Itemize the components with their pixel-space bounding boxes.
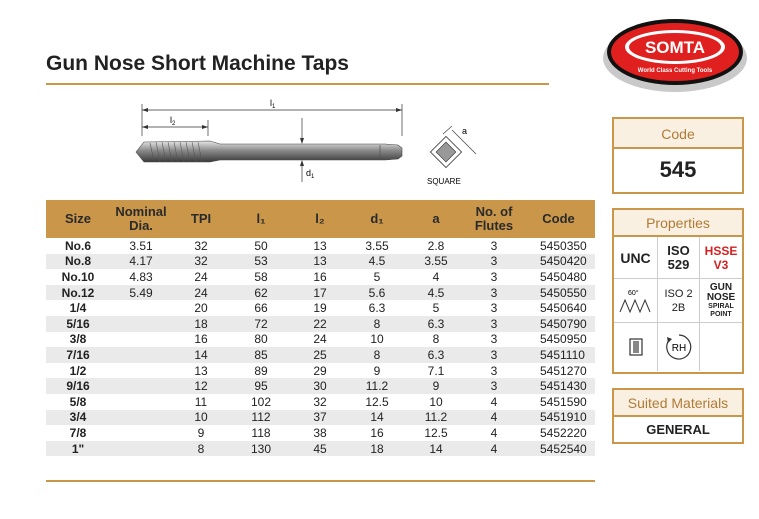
cell-size: No.12 bbox=[46, 285, 110, 301]
cell-tpi: 11 bbox=[194, 394, 208, 409]
cell-l1: 62 bbox=[230, 285, 292, 301]
table-row bbox=[46, 410, 595, 426]
tap-drawing bbox=[130, 96, 480, 196]
cell-l1: 80 bbox=[254, 332, 268, 347]
cell-d1: 18 bbox=[348, 441, 406, 457]
header-d1: d₁ bbox=[348, 200, 406, 238]
cell-flutes: 3 bbox=[466, 254, 522, 270]
cell-d1: 5 bbox=[373, 269, 381, 284]
gun-a: GUN bbox=[709, 281, 733, 293]
cell-tpi: 32 bbox=[194, 238, 208, 253]
spec-table bbox=[46, 200, 595, 456]
gun-b: NOSE bbox=[706, 291, 736, 303]
cell-l2: 30 bbox=[292, 378, 348, 394]
cell-size: 1/2 bbox=[69, 363, 87, 378]
cell-code: 5451110 bbox=[522, 347, 595, 363]
cell-tpi: 18 bbox=[172, 316, 230, 332]
code-panel-value: 545 bbox=[659, 157, 697, 182]
table-row bbox=[46, 269, 595, 285]
table-row bbox=[46, 363, 595, 379]
cell-flutes: 3 bbox=[466, 347, 522, 363]
prop-thread-angle bbox=[614, 279, 658, 323]
table-header-row bbox=[46, 200, 595, 238]
cell-l1: 58 bbox=[254, 269, 268, 284]
cell-size: 5/16 bbox=[46, 316, 110, 332]
table-row bbox=[46, 332, 595, 348]
table-row bbox=[46, 347, 595, 363]
cell-l1: 72 bbox=[230, 316, 292, 332]
cell-nominal-dia: 4.83 bbox=[129, 269, 153, 284]
cell-tpi: 8 bbox=[172, 441, 230, 457]
cell-a: 11.2 bbox=[406, 410, 466, 426]
prop-unc bbox=[614, 237, 658, 279]
cell-tpi: 20 bbox=[194, 301, 208, 316]
cell-l1: 85 bbox=[230, 347, 292, 363]
hsse-b: V3 bbox=[713, 257, 729, 272]
cell-nominal-dia: 5.49 bbox=[110, 285, 172, 301]
cell-l1: 66 bbox=[254, 301, 268, 316]
cell-nominal-dia bbox=[110, 332, 172, 348]
cell-nominal-dia: 4.17 bbox=[110, 254, 172, 270]
header-nominal-dia: Nominal Dia. bbox=[110, 200, 172, 238]
cell-a: 6.3 bbox=[406, 316, 466, 332]
cell-size: 5/8 bbox=[69, 394, 87, 409]
code-panel-header: Code bbox=[614, 119, 742, 149]
cell-code: 5452220 bbox=[540, 425, 587, 440]
header-a: a bbox=[406, 200, 466, 238]
cell-l2: 45 bbox=[292, 441, 348, 457]
cell-a: 2.8 bbox=[427, 238, 445, 253]
d1-label: $d_1$ bbox=[306, 168, 315, 180]
table-row bbox=[46, 285, 595, 301]
cell-size: No.8 bbox=[46, 254, 110, 270]
cell-code: 5451910 bbox=[522, 410, 595, 426]
gun-d: POINT bbox=[710, 310, 732, 318]
cell-nominal-dia bbox=[110, 347, 172, 363]
unc-label: UNC bbox=[620, 249, 651, 266]
cell-tpi: 10 bbox=[172, 410, 230, 426]
cell-l1: 118 bbox=[251, 425, 271, 440]
cell-size: No.6 bbox=[64, 238, 91, 253]
cell-l1: 112 bbox=[230, 410, 292, 426]
cell-flutes: 3 bbox=[490, 363, 498, 378]
header-l2: l₂ bbox=[292, 200, 348, 238]
materials-panel bbox=[612, 388, 744, 444]
cell-flutes: 3 bbox=[490, 301, 498, 316]
cell-a: 8 bbox=[432, 332, 440, 347]
table-row bbox=[46, 441, 595, 457]
cell-code: 5450350 bbox=[540, 238, 587, 253]
svg-text:60°: 60° bbox=[627, 289, 639, 297]
prop-iso529 bbox=[658, 237, 700, 279]
cell-l2: 13 bbox=[313, 238, 327, 253]
thread-angle-icon bbox=[618, 286, 654, 316]
cell-nominal-dia bbox=[110, 363, 172, 379]
cell-d1: 6.3 bbox=[368, 301, 386, 316]
prop-hsse bbox=[700, 237, 742, 279]
logo-brand: SOMTA bbox=[644, 38, 706, 57]
cell-l2: 29 bbox=[313, 363, 327, 378]
cell-code: 5450480 bbox=[540, 269, 587, 284]
cell-a: 10 bbox=[429, 394, 443, 409]
right-hand-icon bbox=[663, 331, 695, 363]
cell-flutes: 3 bbox=[466, 316, 522, 332]
cell-l2: 13 bbox=[292, 254, 348, 270]
header-flutes: No. of Flutes bbox=[466, 200, 522, 238]
gun-c: SPIRAL bbox=[708, 302, 734, 310]
cell-size: 3/4 bbox=[46, 410, 110, 426]
prop-empty bbox=[700, 323, 742, 371]
table-row bbox=[46, 394, 595, 410]
iso2-b: 2B bbox=[671, 301, 686, 314]
cell-d1: 8 bbox=[348, 347, 406, 363]
cell-d1: 14 bbox=[348, 410, 406, 426]
cell-flutes: 4 bbox=[466, 410, 522, 426]
cell-l1: 102 bbox=[250, 394, 272, 409]
cell-l2: 32 bbox=[313, 394, 327, 409]
cell-d1: 9 bbox=[373, 363, 381, 378]
cell-code: 5450950 bbox=[540, 332, 587, 347]
cell-code: 5450420 bbox=[522, 254, 595, 270]
cell-size: 7/16 bbox=[46, 347, 110, 363]
cell-l2: 37 bbox=[292, 410, 348, 426]
cell-l1: 53 bbox=[230, 254, 292, 270]
cell-d1: 8 bbox=[348, 316, 406, 332]
cell-a: 7.1 bbox=[427, 363, 445, 378]
cell-flutes: 4 bbox=[490, 425, 498, 440]
cell-d1: 16 bbox=[370, 425, 384, 440]
logo-tagline: World Class Cutting Tools bbox=[637, 68, 713, 74]
cell-size: 1/4 bbox=[69, 301, 87, 316]
materials-value: GENERAL bbox=[646, 422, 710, 437]
iso529-a: ISO bbox=[667, 242, 690, 258]
cell-nominal-dia bbox=[110, 441, 172, 457]
cell-flutes: 3 bbox=[466, 285, 522, 301]
table-row bbox=[46, 300, 595, 316]
cell-nominal-dia bbox=[110, 316, 172, 332]
cell-a: 4 bbox=[432, 269, 440, 284]
cell-code: 5451590 bbox=[540, 394, 587, 409]
cell-size: 3/8 bbox=[69, 332, 87, 347]
prop-gun-nose bbox=[700, 279, 742, 323]
l1-label: $l_1$ bbox=[270, 98, 276, 110]
cell-d1: 12.5 bbox=[365, 394, 389, 409]
a-label: a bbox=[462, 126, 468, 136]
cell-d1: 11.2 bbox=[348, 378, 406, 394]
cell-code: 5451270 bbox=[540, 363, 587, 378]
cell-a: 5 bbox=[432, 301, 440, 316]
hsse-a: HSSE bbox=[704, 243, 738, 258]
iso2-a: ISO 2 bbox=[664, 287, 693, 300]
cell-a: 14 bbox=[406, 441, 466, 457]
somta-logo bbox=[600, 14, 750, 94]
cell-size: 9/16 bbox=[46, 378, 110, 394]
cell-flutes: 3 bbox=[490, 332, 498, 347]
cell-tpi: 9 bbox=[197, 425, 205, 440]
cell-nominal-dia bbox=[110, 300, 172, 316]
cell-l1: 95 bbox=[230, 378, 292, 394]
cell-a: 9 bbox=[406, 378, 466, 394]
svg-text:RH: RH bbox=[671, 343, 686, 354]
cell-nominal-dia bbox=[110, 378, 172, 394]
properties-panel bbox=[612, 208, 744, 374]
cell-l2: 22 bbox=[292, 316, 348, 332]
cell-l1: 130 bbox=[230, 441, 292, 457]
cell-a: 3.55 bbox=[406, 254, 466, 270]
cell-l1: 50 bbox=[254, 238, 268, 253]
cell-code: 5450550 bbox=[522, 285, 595, 301]
table-row bbox=[46, 425, 595, 441]
header-tpi: TPI bbox=[172, 200, 230, 238]
materials-header: Suited Materials bbox=[614, 390, 742, 417]
cell-l2: 24 bbox=[313, 332, 327, 347]
cell-d1: 5.6 bbox=[348, 285, 406, 301]
cell-flutes: 4 bbox=[490, 394, 498, 409]
cell-code: 5452540 bbox=[522, 441, 595, 457]
square-shank-icon bbox=[626, 335, 646, 359]
header-size: Size bbox=[46, 200, 110, 238]
cell-code: 5450640 bbox=[540, 301, 587, 316]
prop-iso2 bbox=[658, 279, 700, 323]
cell-a: 6.3 bbox=[406, 347, 466, 363]
cell-flutes: 4 bbox=[466, 441, 522, 457]
header-code: Code bbox=[522, 200, 595, 238]
cell-tpi: 32 bbox=[172, 254, 230, 270]
table-row bbox=[46, 378, 595, 394]
cell-tpi: 13 bbox=[194, 363, 208, 378]
cell-l2: 17 bbox=[292, 285, 348, 301]
cell-tpi: 24 bbox=[172, 285, 230, 301]
table-row bbox=[46, 254, 595, 270]
cell-code: 5451430 bbox=[522, 378, 595, 394]
cell-d1: 3.55 bbox=[365, 238, 389, 253]
cell-nominal-dia: 3.51 bbox=[129, 238, 153, 253]
table-bottom-rule bbox=[46, 480, 595, 482]
prop-right-hand bbox=[658, 323, 700, 371]
cell-code: 5450790 bbox=[522, 316, 595, 332]
cell-size: No.10 bbox=[61, 269, 95, 284]
cell-l1: 89 bbox=[254, 363, 268, 378]
cell-l2: 19 bbox=[313, 301, 327, 316]
cell-nominal-dia bbox=[110, 394, 172, 410]
header-l1: l₁ bbox=[230, 200, 292, 238]
cell-size: 1" bbox=[46, 441, 110, 457]
cell-d1: 10 bbox=[370, 332, 384, 347]
l2-label: $l_2$ bbox=[170, 115, 176, 127]
cell-l2: 38 bbox=[313, 425, 327, 440]
cell-tpi: 12 bbox=[172, 378, 230, 394]
cell-nominal-dia bbox=[110, 425, 172, 441]
cell-size: 7/8 bbox=[69, 425, 87, 440]
cell-d1: 4.5 bbox=[348, 254, 406, 270]
iso529-b: 529 bbox=[667, 256, 690, 272]
cell-nominal-dia bbox=[110, 410, 172, 426]
cell-flutes: 3 bbox=[490, 269, 498, 284]
page-title: Gun Nose Short Machine Taps bbox=[46, 52, 349, 75]
cell-a: 12.5 bbox=[424, 425, 448, 440]
cell-flutes: 3 bbox=[466, 378, 522, 394]
cell-tpi: 16 bbox=[194, 332, 208, 347]
cell-l2: 25 bbox=[292, 347, 348, 363]
properties-header: Properties bbox=[614, 210, 742, 237]
cell-tpi: 14 bbox=[172, 347, 230, 363]
title-divider bbox=[46, 83, 549, 85]
cell-tpi: 24 bbox=[194, 269, 208, 284]
cell-flutes: 3 bbox=[490, 238, 498, 253]
prop-square-shank bbox=[614, 323, 658, 371]
table-row bbox=[46, 238, 595, 254]
square-label: SQUARE bbox=[427, 177, 461, 186]
table-row bbox=[46, 316, 595, 332]
code-panel bbox=[612, 117, 744, 194]
cell-a: 4.5 bbox=[406, 285, 466, 301]
cell-l2: 16 bbox=[313, 269, 327, 284]
